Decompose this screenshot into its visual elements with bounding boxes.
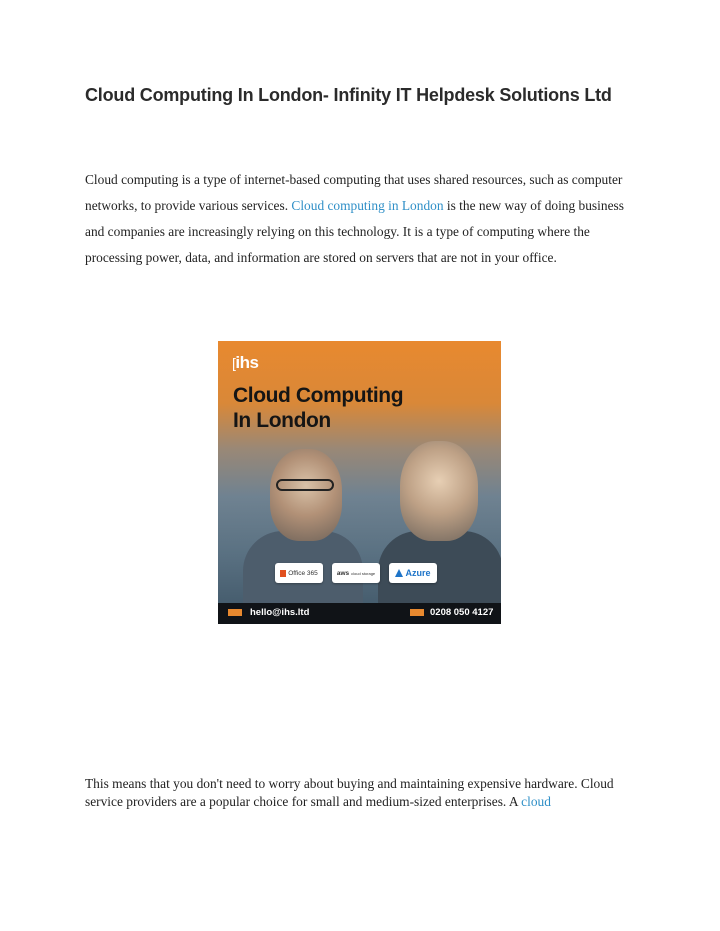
intro-paragraph: [85, 167, 645, 271]
azure-label: Azure: [405, 568, 431, 578]
cloud-computing-link[interactable]: Cloud computing in London: [291, 198, 444, 213]
intro-text-2: is the new way of doing business and companies are increasingly relying on this technology. It is a type of computing where the processing power, data, and information are stored on servers that are not in your office.: [85, 198, 624, 265]
contact-phone: 0208 050 4127: [430, 607, 494, 618]
page-title: Cloud Computing In London- Infinity IT Helpdesk Solutions Ltd: [85, 85, 612, 105]
headline-line-2: In London: [233, 409, 331, 432]
office-icon: [280, 570, 286, 577]
ihs-logo: [ihs: [232, 353, 259, 372]
aws-label: aws: [336, 569, 350, 577]
office365-badge: [275, 563, 323, 583]
promo-headline: [233, 383, 493, 433]
headline-line-1: Cloud Computing: [233, 384, 404, 407]
intro-text-1: Cloud computing is a type of internet-based computing that uses shared resources, such as computer networks, to provide various services.: [85, 172, 623, 213]
azure-badge: [389, 563, 437, 583]
person-left: [270, 449, 342, 541]
cloud-link[interactable]: cloud: [521, 794, 551, 809]
promo-image: [218, 341, 501, 624]
azure-icon: [395, 569, 403, 577]
office-label: Office 365: [288, 569, 318, 577]
glasses: [276, 479, 334, 491]
aws-badge: [332, 563, 380, 583]
second-text: This means that you don't need to worry about buying and maintaining expensive hardware. Cloud service providers are a popular choice for small and medium-sized enterprises. A: [85, 776, 614, 809]
contact-bar: [218, 603, 501, 624]
second-paragraph: [85, 775, 645, 811]
person-right: [400, 441, 478, 541]
contact-email: hello@ihs.ltd: [250, 607, 310, 618]
service-badges: [275, 563, 445, 585]
aws-sublabel: cloud storage: [351, 570, 376, 576]
phone-tag-icon: [410, 609, 424, 616]
mail-tag-icon: [228, 609, 242, 616]
